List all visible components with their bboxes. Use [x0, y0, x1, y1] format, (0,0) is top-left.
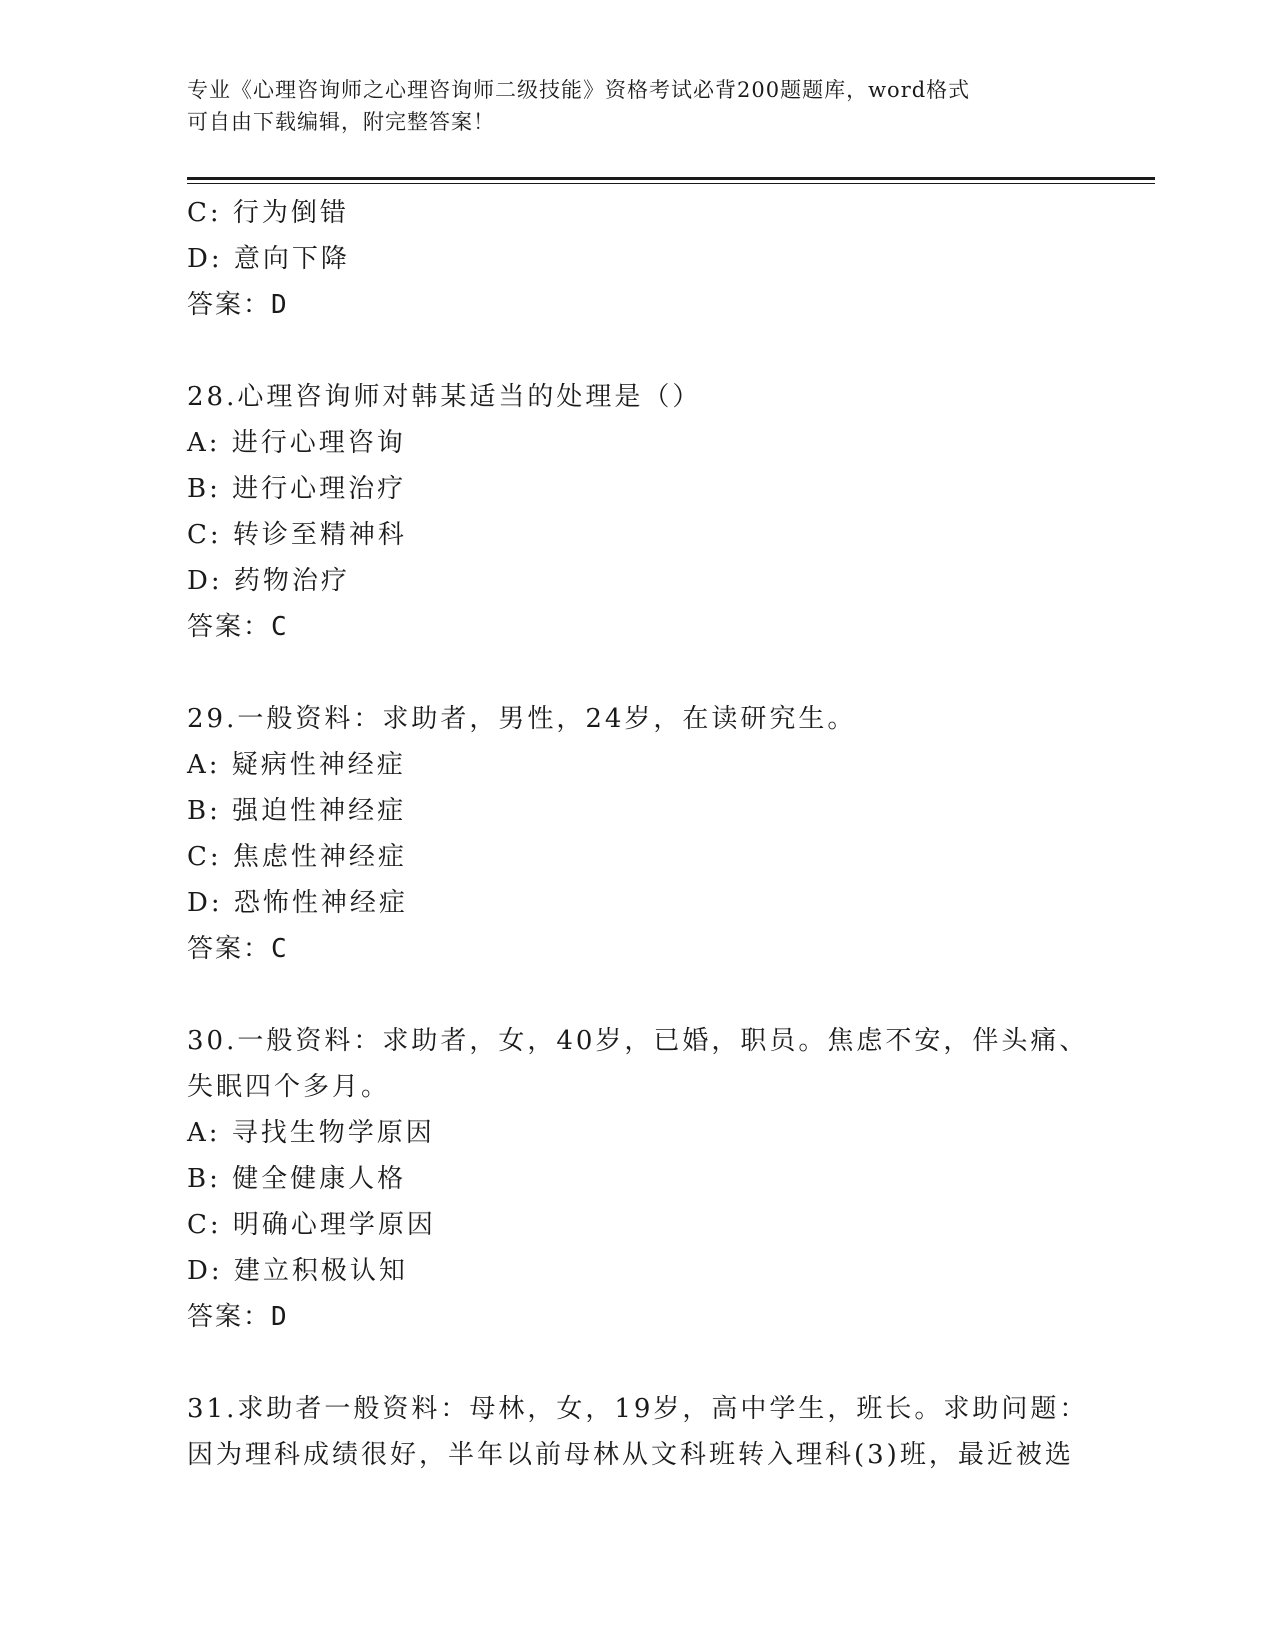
- option-b: B: 健全健康人格: [187, 1164, 407, 1194]
- answer-line: 答案：D: [187, 1302, 289, 1332]
- option-c: C: 转诊至精神科: [187, 520, 407, 550]
- option-c: C: 焦虑性神经症: [187, 842, 407, 872]
- option-c: C: 行为倒错: [187, 198, 349, 228]
- option-b: B: 强迫性神经症: [187, 796, 407, 826]
- option-c: C: 明确心理学原因: [187, 1210, 436, 1240]
- spacer: [187, 650, 1147, 696]
- spacer: [187, 1340, 1147, 1386]
- header-line-1: 专业《心理咨询师之心理咨询师二级技能》资格考试必背200题题库，word格式: [187, 78, 971, 102]
- header-rule-thin: [187, 183, 1155, 184]
- spacer: [187, 328, 1147, 374]
- answer-line: 答案：C: [187, 612, 289, 642]
- question-stem-line-1: 30.一般资料：求助者，女，40岁，已婚，职员。焦虑不安，伴头痛、: [187, 1026, 1089, 1056]
- answer-line: 答案：C: [187, 934, 289, 964]
- option-a: A: 进行心理咨询: [187, 428, 406, 458]
- question-stem: 28.心理咨询师对韩某适当的处理是（）: [187, 382, 702, 412]
- question-stem-line-2: 失眠四个多月。: [187, 1072, 391, 1102]
- question-stem: 29.一般资料：求助者，男性，24岁，在读研究生。: [187, 704, 857, 734]
- question-29: [187, 696, 1147, 972]
- question-stem-line-1: 31.求助者一般资料：母林，女，19岁，高中学生，班长。求助问题：: [187, 1394, 1089, 1424]
- question-stem-line-2: 因为理科成绩很好，半年以前母林从文科班转入理科(3)班，最近被选: [187, 1440, 1074, 1470]
- option-d: D: 恐怖性神经症: [187, 888, 408, 918]
- option-d: D: 建立积极认知: [187, 1256, 408, 1286]
- spacer: [187, 972, 1147, 1018]
- question-31: [187, 1386, 1147, 1478]
- option-d: D: 药物治疗: [187, 566, 350, 596]
- answer-line: 答案：D: [187, 290, 289, 320]
- question-27-tail: [187, 190, 1147, 328]
- header-line-2: 可自由下载编辑，附完整答案！: [187, 110, 495, 134]
- option-d: D: 意向下降: [187, 244, 350, 274]
- question-28: [187, 374, 1147, 650]
- question-30: [187, 1018, 1147, 1340]
- option-a: A: 寻找生物学原因: [187, 1118, 435, 1148]
- option-a: A: 疑病性神经症: [187, 750, 406, 780]
- question-list: [187, 190, 1147, 1478]
- document-header: [187, 74, 1067, 138]
- header-rule-thick: [187, 177, 1155, 180]
- option-b: B: 进行心理治疗: [187, 474, 407, 504]
